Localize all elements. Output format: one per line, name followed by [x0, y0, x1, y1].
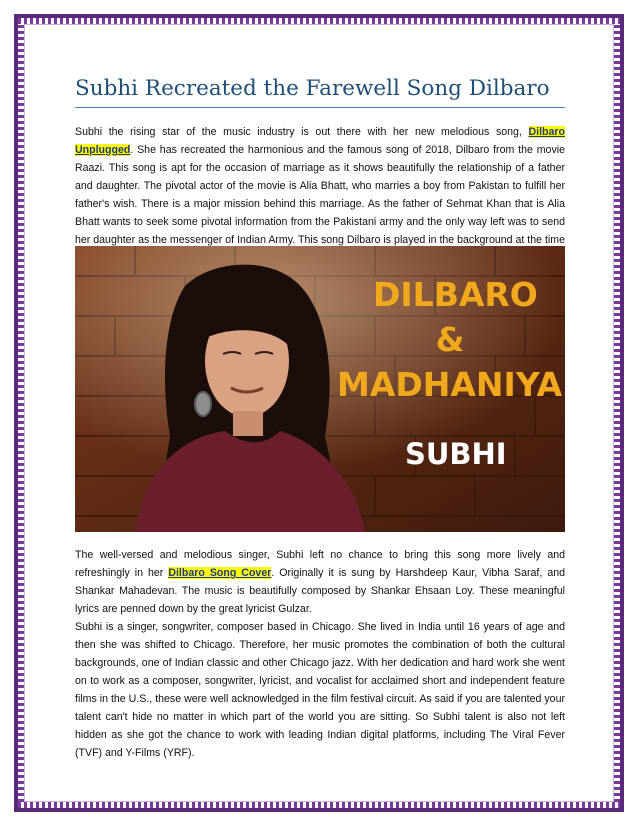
- paragraph-bio: Subhi is a singer, songwriter, composer based in Chicago. She lived in India until 16 years of age and then she was shifted to Chicago. Therefore, her music promotes the combination of both the cultural backgrounds, one of Indian classic and other Chicago jazz. With her dedication and hard work she went on to work as a composer, songwriter, lyricist, and vocalist for acclaimed short and independent feature films in the U.S., these were well acknowledged in the film festival circuit. As said if you are talented your talent can't hide no matter in which part of the world you are sitting. So Subhi talent is also not left hidden as she got the chance to work with leading Indian digital platforms, including The Viral Fever (TVF) and Y-Films (YRF).: [75, 621, 565, 759]
- page-title: Subhi Recreated the Farewell Song Dilbaro: [75, 76, 550, 101]
- dilbaro-unplugged-link[interactable]: Dilbaro Unplugged: [75, 126, 565, 156]
- paragraph-cover-text-b: . Originally it is sung by Harshdeep Kaur, Vibha Saraf, and Shankar Mahadevan. The music is beautifully composed by Shankar Ehsaan Loy. These meaningful lyrics are penned down by the great lyricist Gulzar.: [75, 567, 565, 615]
- paragraph-cover-text-a: The well-versed and melodious singer, Subhi left no chance to bring this song more lively and refreshingly in her: [75, 549, 565, 579]
- dilbaro-song-cover-link[interactable]: Dilbaro Song Cover: [168, 567, 272, 579]
- cover-artist-name: SUBHI: [405, 437, 507, 471]
- paragraph-cover: [75, 546, 565, 618]
- cover-image: [75, 246, 565, 532]
- title-underline: [75, 107, 565, 108]
- paragraph-intro-text-b: . She has recreated the harmonious and the famous song of 2018, Dilbaro from the movie Raazi. This song is apt for the occasion of marriage as it shows beautifully the relationship of a father and daughter. The pivotal actor of the movie is Alia Bhatt, who marries a boy from Pakistan to fulfill her father's wish. There is a major mission behind this marriage. As the father of Sehmat Khan that is Alia Bhatt wants to seek some pivotal information from the Pakistani army and the only way left was to send her daughter as the messenger of Indian Army. This song Dilbaro is played in the background at the time: [75, 144, 565, 246]
- cover-title-line3: MADHANIYA: [337, 365, 563, 404]
- paragraph-intro-text-a: Subhi the rising star of the music industry is out there with her new melodious song,: [75, 126, 529, 138]
- cover-image-art: [75, 246, 565, 532]
- cover-title-ampersand: &: [435, 320, 465, 359]
- cover-title-line1: DILBARO: [373, 275, 538, 314]
